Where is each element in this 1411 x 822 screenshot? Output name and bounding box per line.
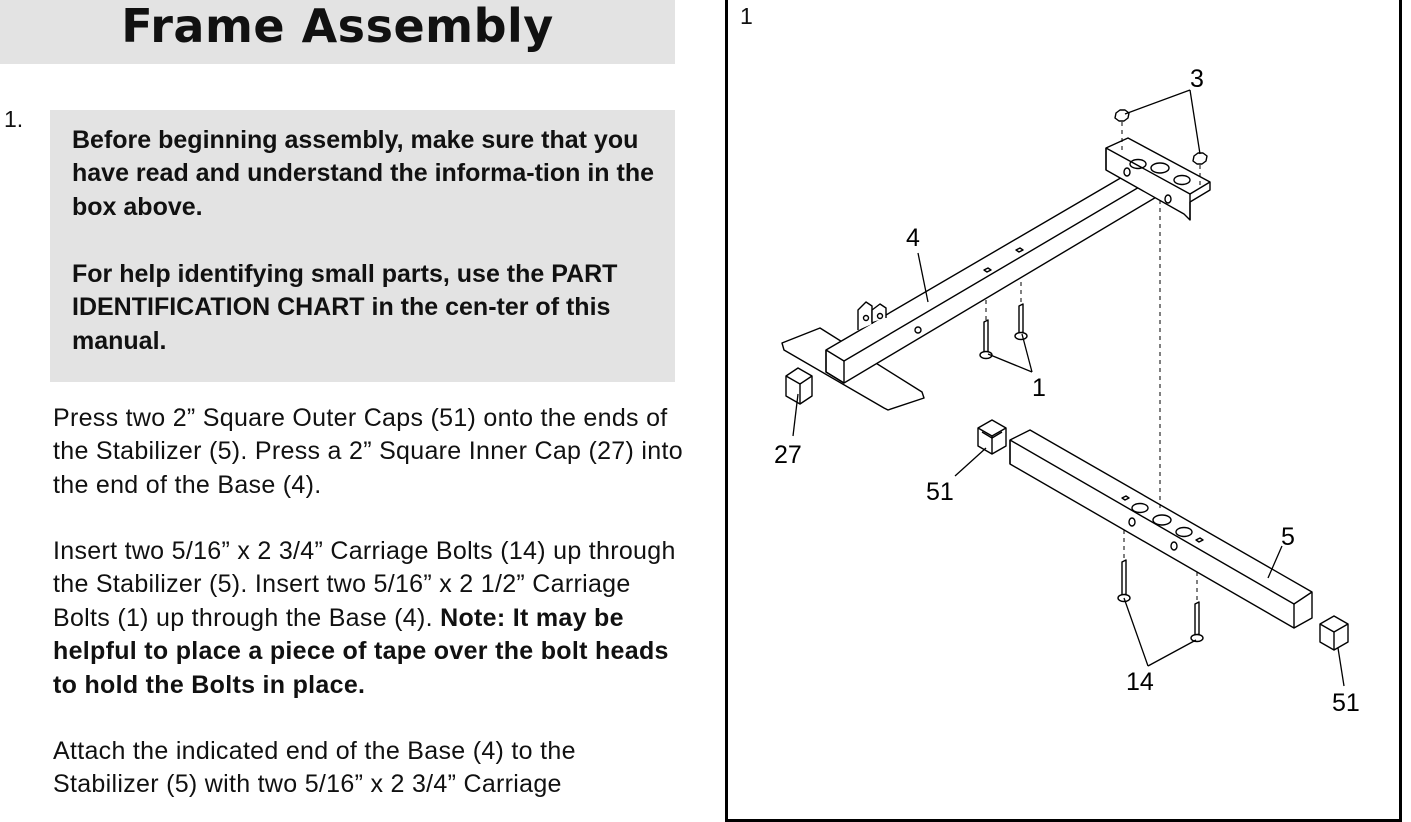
callout-27: 27 [774, 441, 802, 469]
nut-3a [1115, 110, 1129, 121]
inner-cap-27 [786, 368, 812, 404]
carriage-bolt-1a [984, 320, 988, 354]
instruction-caps: Press two 2” Square Outer Caps (51) onto the ends of the Stabilizer (5). Press a 2” Square Inner Cap (27) into the end of the Base (4). [53, 404, 683, 499]
instruction-bolts-text: Insert two 5/16” x 2 3/4” Carriage Bolts (14) up through the Stabilizer (5). Insert two 5/16” x 2 1/2” Carriage Bolts (1) up through the Base (4). [53, 537, 676, 632]
carriage-bolt-1b [1019, 304, 1023, 334]
callout-14: 14 [1126, 668, 1154, 696]
callout-5: 5 [1281, 523, 1295, 551]
diagram-panel-number: 1 [740, 3, 753, 29]
note-paragraph-part-chart: For help identifying small parts, use the PART IDENTIFICATION CHART in the cen-ter of this manual. [72, 260, 618, 355]
stabilizer-tube [1010, 430, 1312, 628]
instruction-attach: Attach the indicated end of the Base (4) to the Stabilizer (5) with two 5/16” x 2 3/4” Carriage [53, 737, 576, 799]
carriage-bolt-14a [1122, 560, 1126, 596]
callout-51-lower: 51 [1332, 689, 1360, 717]
callout-1: 1 [1032, 374, 1046, 402]
callout-51-upper: 51 [926, 478, 954, 506]
instruction-bolts-note: Note: It may be helpful to place a piece of tape over the bolt heads to hold the Bolts in place. [53, 603, 669, 699]
base-tube [826, 176, 1158, 383]
carriage-bolt-14b [1195, 602, 1199, 636]
note-paragraph-read-info: Before beginning assembly, make sure that you have read and understand the informa-tion in the box above. [72, 126, 655, 221]
page-title: Frame Assembly [121, 0, 554, 53]
callout-3: 3 [1190, 65, 1204, 93]
step-number: 1. [4, 106, 24, 132]
callout-4: 4 [906, 224, 920, 252]
nut-3b [1193, 153, 1207, 164]
